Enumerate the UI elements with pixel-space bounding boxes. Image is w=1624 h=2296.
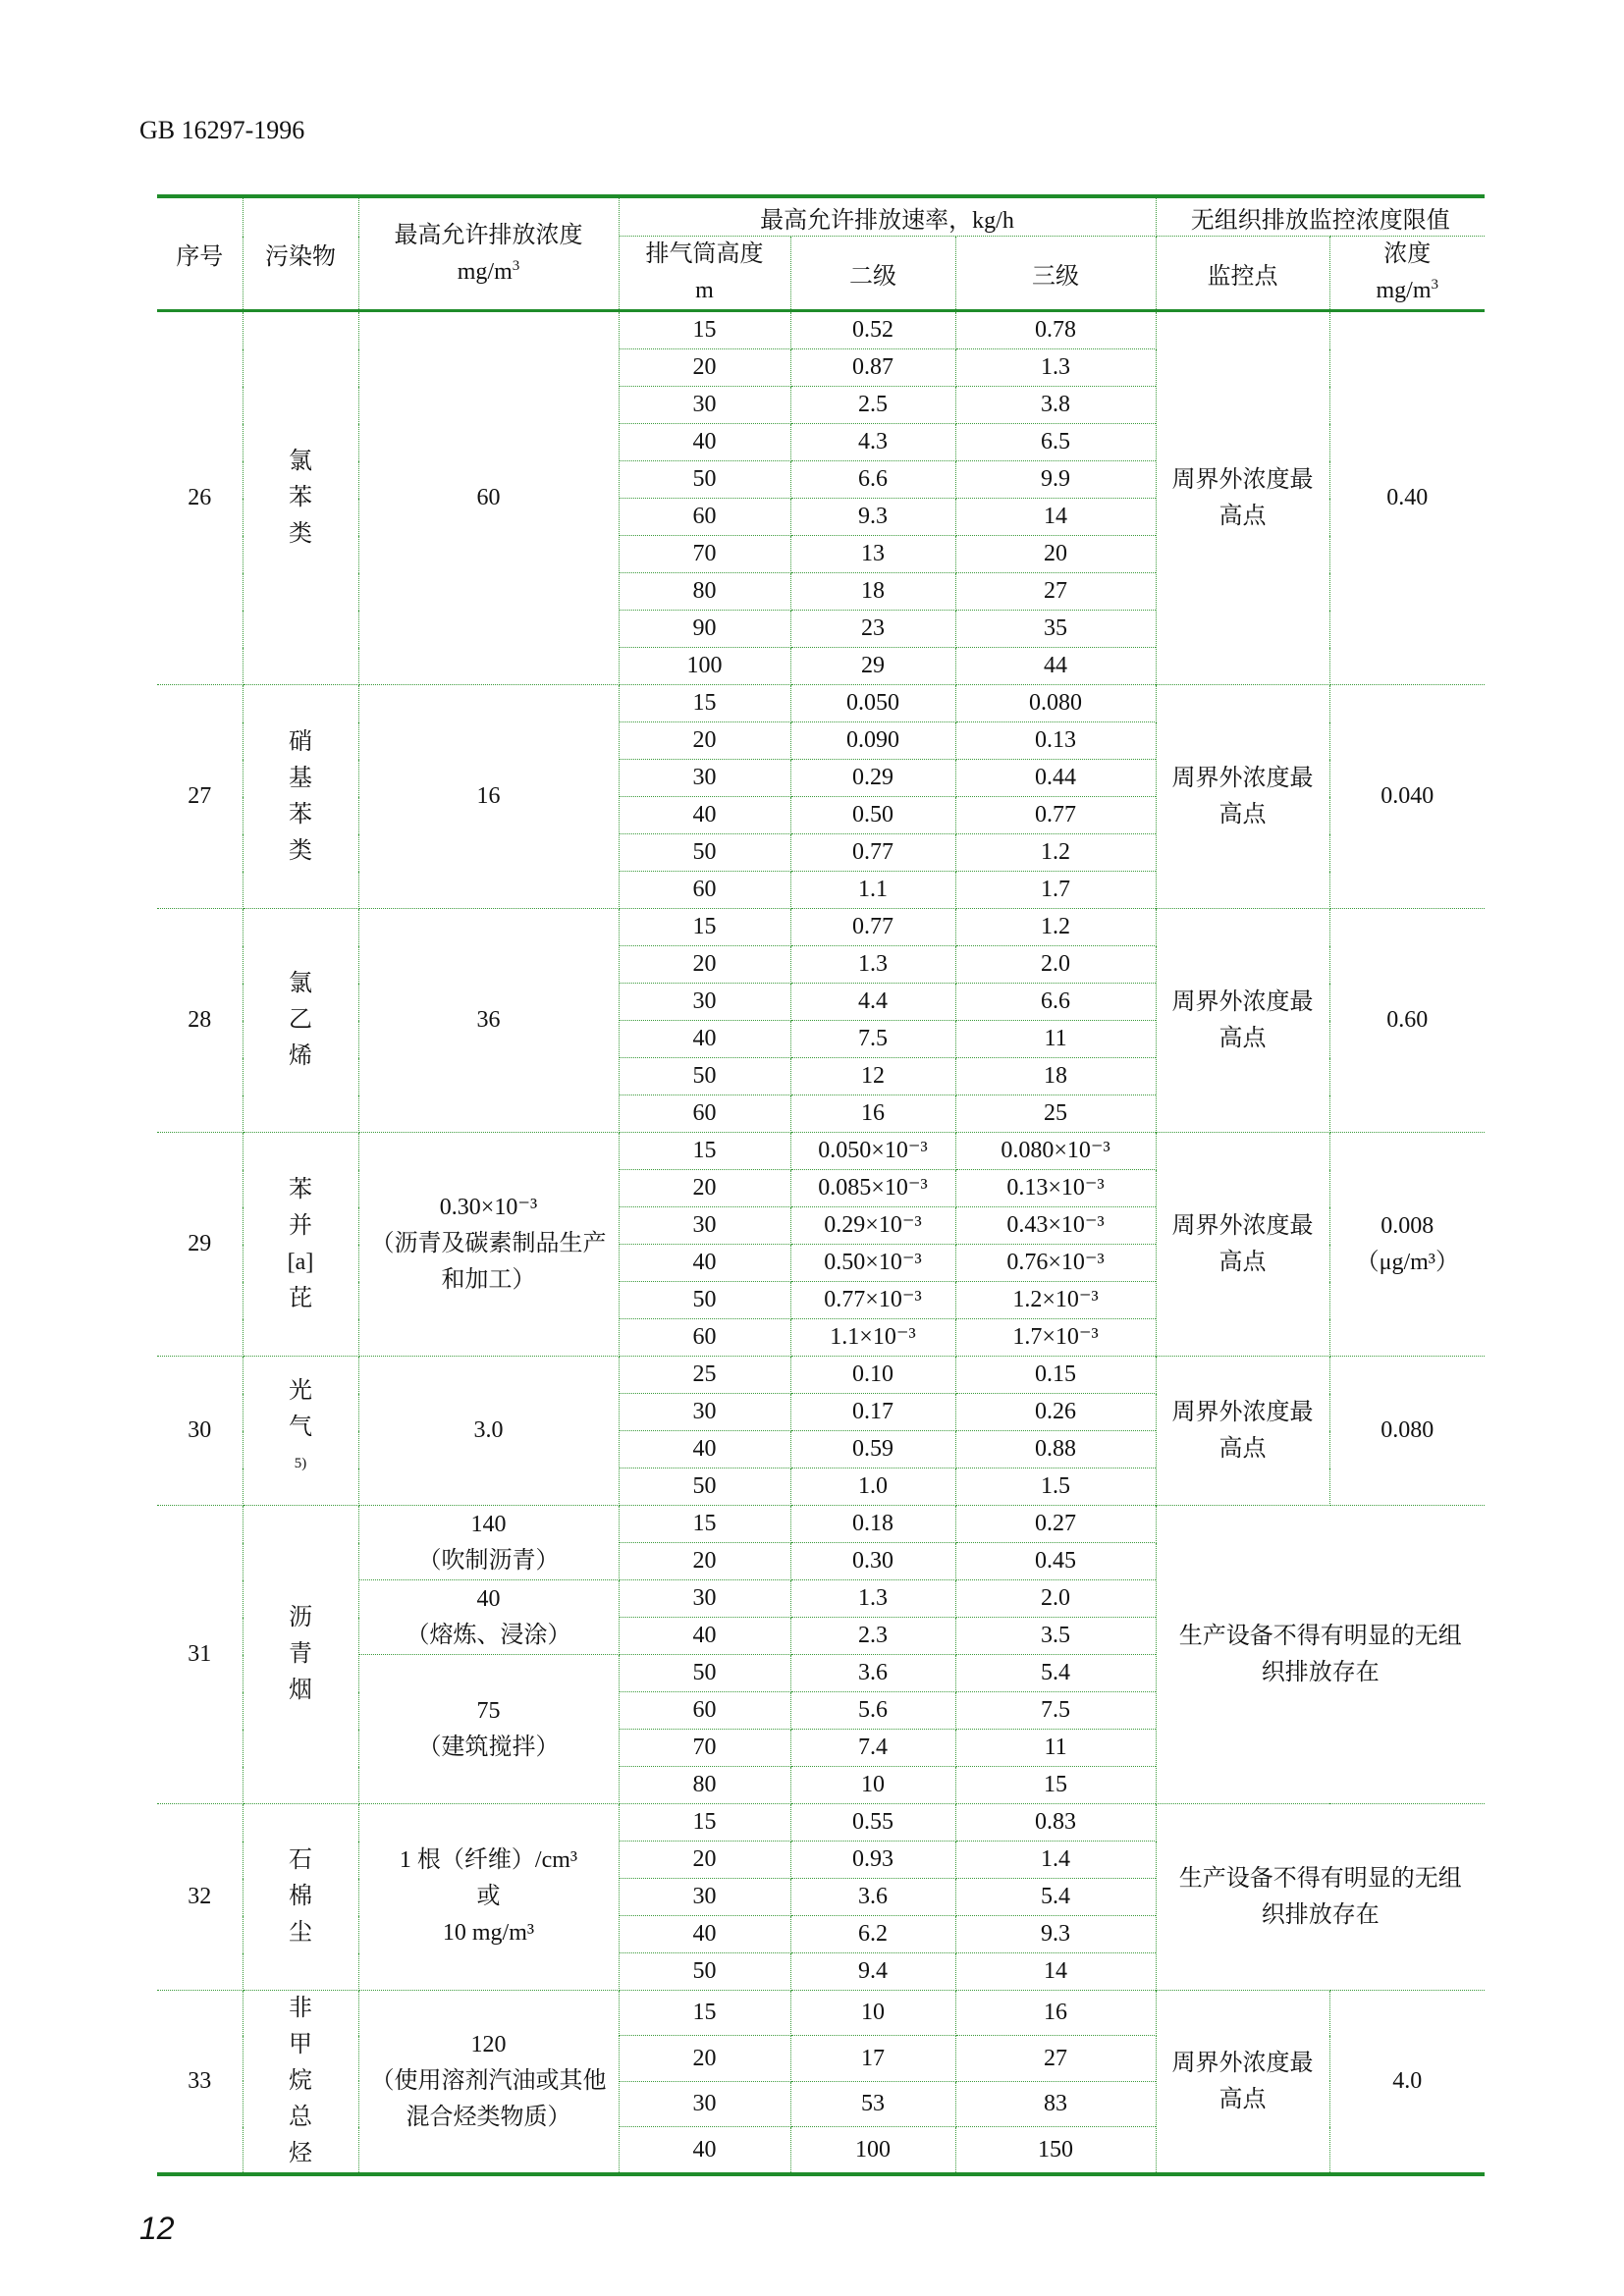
rate-grade2: 3.6	[790, 1655, 955, 1692]
stack-height: 40	[619, 2127, 790, 2174]
table-row	[157, 1133, 1485, 1170]
sub-max-concentration	[358, 1655, 619, 1804]
rate-grade3: 44	[955, 648, 1156, 685]
rate-grade3: 11	[955, 1021, 1156, 1058]
header-no: 序号	[157, 196, 243, 311]
rate-grade3: 18	[955, 1058, 1156, 1095]
stack-height: 60	[619, 1692, 790, 1730]
stack-height: 70	[619, 1730, 790, 1767]
cell-line: 0.30×10⁻³	[439, 1195, 538, 1220]
cell-line: 周界外浓度最	[1171, 466, 1314, 493]
stack-height: 25	[619, 1357, 790, 1394]
rate-grade3: 0.13	[955, 722, 1156, 760]
max-concentration	[358, 909, 619, 1133]
stack-height: 40	[619, 1021, 790, 1058]
pollutant-char: 气	[289, 1415, 312, 1440]
fugitive-limit	[1329, 1133, 1485, 1357]
pollutant-char: 苯	[288, 1176, 312, 1202]
cell-line: 高点	[1218, 801, 1267, 828]
cell-line: 或	[476, 1884, 501, 1909]
rate-grade2: 100	[790, 2127, 955, 2174]
pollutant-char: 烯	[289, 1043, 312, 1069]
stack-height: 40	[619, 1618, 790, 1655]
cell-line: 3.0	[473, 1417, 504, 1443]
cell-line: 高点	[1218, 2086, 1267, 2112]
stack-height: 80	[619, 1767, 790, 1804]
pollutant-name	[243, 1133, 358, 1357]
rate-grade2: 0.77	[790, 909, 955, 946]
pollutant-char: [a]	[287, 1249, 314, 1275]
rate-grade3: 5.4	[955, 1879, 1156, 1916]
rate-grade2: 7.5	[790, 1021, 955, 1058]
rate-grade2: 6.2	[790, 1916, 955, 1953]
cell-line: 0.040	[1380, 783, 1435, 809]
rate-grade2: 53	[790, 2081, 955, 2126]
rate-grade2: 0.18	[790, 1506, 955, 1543]
rate-grade3: 0.77	[955, 797, 1156, 834]
stack-height: 30	[619, 387, 790, 424]
rate-grade2: 2.5	[790, 387, 955, 424]
stack-height: 40	[619, 424, 790, 461]
stack-height: 15	[619, 1804, 790, 1842]
rate-grade2: 1.1	[790, 872, 955, 909]
rate-grade2: 7.4	[790, 1730, 955, 1767]
pollutant-char: 基	[289, 765, 312, 791]
stack-height: 40	[619, 1431, 790, 1468]
pollutant-char: 烟	[289, 1678, 312, 1703]
rate-grade2: 0.050	[790, 685, 955, 722]
stack-height: 15	[619, 1991, 790, 2036]
rate-grade2: 0.29	[790, 760, 955, 797]
rate-grade3: 1.7	[955, 872, 1156, 909]
rate-grade3: 1.2	[955, 834, 1156, 872]
stack-height: 50	[619, 461, 790, 499]
pollutant-char: 光	[289, 1378, 312, 1404]
stack-height: 60	[619, 1319, 790, 1357]
cell-line: 36	[476, 1007, 501, 1033]
stack-height: 20	[619, 1170, 790, 1207]
rate-grade3: 0.080	[955, 685, 1156, 722]
rate-grade3: 14	[955, 499, 1156, 536]
rate-grade2: 0.93	[790, 1842, 955, 1879]
cell-line: 织排放存在	[1261, 1659, 1380, 1685]
cell-line: 0.40	[1386, 485, 1429, 510]
header-monitor-point: 监控点	[1156, 237, 1329, 311]
stack-height: 50	[619, 1655, 790, 1692]
cell-line: （吹制沥青）	[417, 1547, 560, 1574]
rate-grade3: 6.5	[955, 424, 1156, 461]
monitoring-requirement	[1156, 1506, 1485, 1804]
cell-line: 周界外浓度最	[1171, 765, 1314, 791]
cell-line: 高点	[1218, 1025, 1267, 1051]
stack-height: 60	[619, 872, 790, 909]
header-fugitive-group: 无组织排放监控浓度限值	[1156, 196, 1485, 237]
rate-grade3: 35	[955, 611, 1156, 648]
stack-height: 20	[619, 349, 790, 387]
section-number: 30	[157, 1357, 243, 1506]
rate-grade3: 0.27	[955, 1506, 1156, 1543]
pollutant-char: 非	[289, 1996, 312, 2021]
page-number: 12	[139, 2211, 175, 2246]
stack-height: 15	[619, 311, 790, 349]
stack-height: 50	[619, 834, 790, 872]
max-concentration	[358, 685, 619, 909]
rate-grade3: 2.0	[955, 946, 1156, 984]
stack-height: 40	[619, 797, 790, 834]
rate-grade3: 1.2	[955, 909, 1156, 946]
stack-height: 50	[619, 1953, 790, 1991]
pollutant-name	[243, 909, 358, 1133]
table-row	[157, 1506, 1485, 1543]
monitor-point	[1156, 1357, 1329, 1506]
table-row	[157, 1991, 1485, 2036]
stack-height: 30	[619, 2081, 790, 2126]
cell-line: 周界外浓度最	[1171, 1212, 1314, 1239]
rate-grade3: 3.8	[955, 387, 1156, 424]
pollutant-char: 氯	[289, 971, 312, 996]
rate-grade3: 9.9	[955, 461, 1156, 499]
rate-grade2: 13	[790, 536, 955, 573]
stack-height: 20	[619, 946, 790, 984]
rate-grade3: 0.76×10⁻³	[955, 1245, 1156, 1282]
table-row	[157, 1804, 1485, 1842]
fugitive-limit	[1329, 909, 1485, 1133]
section-number: 29	[157, 1133, 243, 1357]
stack-height: 20	[619, 2036, 790, 2081]
rate-grade2: 4.4	[790, 984, 955, 1021]
max-concentration	[358, 311, 619, 685]
rate-grade2: 9.3	[790, 499, 955, 536]
stack-height: 80	[619, 573, 790, 611]
max-concentration	[358, 1804, 619, 1991]
rate-grade2: 0.30	[790, 1543, 955, 1580]
sub-max-concentration	[358, 1506, 619, 1580]
rate-grade3: 1.2×10⁻³	[955, 1282, 1156, 1319]
rate-grade2: 0.085×10⁻³	[790, 1170, 955, 1207]
rate-grade3: 27	[955, 573, 1156, 611]
document-code: GB 16297-1996	[139, 116, 305, 144]
rate-grade3: 20	[955, 536, 1156, 573]
header-pollutant: 污染物	[243, 196, 358, 311]
stack-height: 90	[619, 611, 790, 648]
cell-line: 高点	[1218, 503, 1267, 529]
rate-grade2: 0.090	[790, 722, 955, 760]
rate-grade2: 0.59	[790, 1431, 955, 1468]
rate-grade3: 0.44	[955, 760, 1156, 797]
rate-grade3: 3.5	[955, 1618, 1156, 1655]
cell-line: 60	[476, 485, 501, 510]
stack-height: 30	[619, 1394, 790, 1431]
pollutant-char: 尘	[289, 1920, 312, 1946]
pollutant-name	[243, 311, 358, 685]
table-row	[157, 311, 1485, 349]
rate-grade2: 1.3	[790, 946, 955, 984]
pollutant-char: 总	[289, 2105, 312, 2130]
rate-grade2: 16	[790, 1095, 955, 1133]
pollutant-char: 苯	[289, 801, 312, 828]
rate-grade3: 0.45	[955, 1543, 1156, 1580]
stack-height: 15	[619, 1133, 790, 1170]
monitor-point	[1156, 1133, 1329, 1357]
cell-line: （μg/m³）	[1355, 1249, 1459, 1275]
rate-grade2: 0.50×10⁻³	[790, 1245, 955, 1282]
cell-line: 周界外浓度最	[1171, 2050, 1314, 2076]
rate-grade2: 1.1×10⁻³	[790, 1319, 955, 1357]
rate-grade3: 0.080×10⁻³	[955, 1133, 1156, 1170]
pollutant-char: 乙	[289, 1007, 312, 1033]
cell-line: 0.60	[1386, 1007, 1429, 1033]
rate-grade2: 4.3	[790, 424, 955, 461]
stack-height: 40	[619, 1916, 790, 1953]
stack-height: 20	[619, 1543, 790, 1580]
rate-grade3: 1.4	[955, 1842, 1156, 1879]
max-concentration	[358, 1991, 619, 2175]
rate-grade3: 1.7×10⁻³	[955, 1319, 1156, 1357]
rate-grade2: 0.050×10⁻³	[790, 1133, 955, 1170]
emission-standards-table	[157, 194, 1485, 2176]
header-grade3: 三级	[955, 237, 1156, 311]
section-number: 32	[157, 1804, 243, 1991]
rate-grade2: 0.77×10⁻³	[790, 1282, 955, 1319]
stack-height: 30	[619, 760, 790, 797]
rate-grade2: 0.52	[790, 311, 955, 349]
section-number: 28	[157, 909, 243, 1133]
header-grade2: 二级	[790, 237, 955, 311]
rate-grade3: 0.26	[955, 1394, 1156, 1431]
fugitive-limit	[1329, 1991, 1485, 2175]
stack-height: 60	[619, 1095, 790, 1133]
rate-grade3: 16	[955, 1991, 1156, 2036]
header-concentration: 浓度 $mg/m^3$	[1329, 237, 1485, 311]
pollutant-char: 石	[289, 1847, 312, 1873]
stack-height: 100	[619, 648, 790, 685]
cell-line: 混合烃类物质）	[406, 2105, 571, 2130]
rate-grade3: 6.6	[955, 984, 1156, 1021]
pollutant-char: 烃	[289, 2141, 312, 2166]
stack-height: 40	[619, 1245, 790, 1282]
section-number: 26	[157, 311, 243, 685]
pollutant-name	[243, 1506, 358, 1804]
monitor-point	[1156, 1991, 1329, 2175]
monitor-point	[1156, 909, 1329, 1133]
rate-grade2: 18	[790, 573, 955, 611]
pollutant-char: 并	[288, 1212, 312, 1239]
stack-height: 15	[619, 909, 790, 946]
cell-line: 0.008	[1380, 1212, 1435, 1239]
stack-height: 20	[619, 1842, 790, 1879]
rate-grade3: 11	[955, 1730, 1156, 1767]
rate-grade2: 0.77	[790, 834, 955, 872]
rate-grade2: 29	[790, 648, 955, 685]
header-max-concentration: 最高允许排放浓度 $mg/m^3$	[358, 196, 619, 311]
cell-line: 140	[470, 1511, 507, 1537]
rate-grade2: 5.6	[790, 1692, 955, 1730]
rate-grade3: 27	[955, 2036, 1156, 2081]
sub-max-concentration	[358, 1580, 619, 1655]
pollutant-char: 棉	[289, 1884, 312, 1909]
cell-line: 16	[476, 783, 501, 809]
pollutant-name	[243, 685, 358, 909]
cell-line: （沥青及碳素制品生产	[370, 1231, 607, 1256]
pollutant-char: 烷	[289, 2068, 312, 2094]
stack-height: 15	[619, 685, 790, 722]
header-stack-height: 排气筒高度 m	[619, 237, 790, 311]
rate-grade3: 0.83	[955, 1804, 1156, 1842]
pollutant-char: 硝	[289, 728, 312, 755]
rate-grade2: 0.50	[790, 797, 955, 834]
monitor-point	[1156, 311, 1329, 685]
stack-height: 15	[619, 1506, 790, 1543]
cell-line: （使用溶剂汽油或其他	[370, 2068, 607, 2094]
cell-line: 0.080	[1380, 1417, 1435, 1443]
cell-line: 40	[476, 1585, 501, 1612]
fugitive-limit	[1329, 311, 1485, 685]
pollutant-char: 苯	[289, 485, 312, 510]
rate-grade3: 2.0	[955, 1580, 1156, 1618]
stack-height: 30	[619, 1207, 790, 1245]
monitor-point	[1156, 685, 1329, 909]
cell-line: 10 mg/m³	[442, 1920, 535, 1946]
monitoring-requirement	[1156, 1804, 1485, 1991]
cell-line: 周界外浓度最	[1171, 988, 1314, 1015]
rate-grade3: 150	[955, 2127, 1156, 2174]
rate-grade2: 3.6	[790, 1879, 955, 1916]
table-row	[157, 909, 1485, 946]
cell-line: 生产设备不得有明显的无组	[1178, 1623, 1462, 1649]
rate-grade2: 2.3	[790, 1618, 955, 1655]
stack-height: 60	[619, 499, 790, 536]
header-rate-group: 最高允许排放速率，kg/h	[619, 196, 1156, 237]
pollutant-char: 青	[289, 1641, 312, 1667]
cell-line: （建筑搅拌）	[417, 1734, 560, 1760]
section-number: 27	[157, 685, 243, 909]
rate-grade2: 10	[790, 1991, 955, 2036]
pollutant-name	[243, 1804, 358, 1991]
fugitive-limit	[1329, 1357, 1485, 1506]
rate-grade2: 0.10	[790, 1357, 955, 1394]
max-concentration	[358, 1357, 619, 1506]
pollutant-char: 类	[289, 521, 312, 547]
rate-grade2: 0.17	[790, 1394, 955, 1431]
pollutant-name	[243, 1991, 358, 2175]
rate-grade2: 6.6	[790, 461, 955, 499]
rate-grade2: 1.3	[790, 1580, 955, 1618]
pollutant-name	[243, 1357, 358, 1506]
rate-grade3: 14	[955, 1953, 1156, 1991]
rate-grade3: 0.43×10⁻³	[955, 1207, 1156, 1245]
rate-grade2: 9.4	[790, 1953, 955, 1991]
pollutant-char: 芘	[288, 1285, 312, 1311]
cell-line: 高点	[1218, 1249, 1267, 1275]
cell-line: 4.0	[1392, 2068, 1423, 2094]
stack-height: 30	[619, 1580, 790, 1618]
cell-line: 高点	[1218, 1435, 1267, 1462]
stack-height: 50	[619, 1058, 790, 1095]
rate-grade3: 5.4	[955, 1655, 1156, 1692]
cell-line: 周界外浓度最	[1171, 1399, 1314, 1425]
max-concentration	[358, 1133, 619, 1357]
cell-line: 和加工）	[441, 1267, 536, 1293]
fugitive-limit	[1329, 685, 1485, 909]
rate-grade3: 0.13×10⁻³	[955, 1170, 1156, 1207]
cell-line: 生产设备不得有明显的无组	[1178, 1865, 1462, 1892]
stack-height: 20	[619, 722, 790, 760]
rate-grade3: 83	[955, 2081, 1156, 2126]
table-row	[157, 685, 1485, 722]
stack-height: 70	[619, 536, 790, 573]
rate-grade3: 1.5	[955, 1468, 1156, 1506]
rate-grade2: 12	[790, 1058, 955, 1095]
cell-line: 1 根（纤维）/cm³	[399, 1847, 578, 1873]
rate-grade3: 0.15	[955, 1357, 1156, 1394]
rate-grade2: 17	[790, 2036, 955, 2081]
rate-grade2: 0.55	[790, 1804, 955, 1842]
rate-grade3: 0.88	[955, 1431, 1156, 1468]
rate-grade3: 15	[955, 1767, 1156, 1804]
pollutant-char: 氯	[289, 449, 312, 474]
rate-grade2: 23	[790, 611, 955, 648]
rate-grade2: 10	[790, 1767, 955, 1804]
footnote-marker: 5)	[294, 1456, 307, 1471]
pollutant-char: 类	[289, 837, 312, 864]
cell-line: 120	[470, 2032, 507, 2057]
stack-height: 30	[619, 984, 790, 1021]
rate-grade3: 0.78	[955, 311, 1156, 349]
table-body	[157, 311, 1485, 2175]
section-number: 33	[157, 1991, 243, 2175]
cell-line: 75	[476, 1697, 501, 1724]
rate-grade2: 1.0	[790, 1468, 955, 1506]
rate-grade3: 7.5	[955, 1692, 1156, 1730]
rate-grade2: 0.29×10⁻³	[790, 1207, 955, 1245]
table-row	[157, 1357, 1485, 1394]
rate-grade3: 25	[955, 1095, 1156, 1133]
stack-height: 30	[619, 1879, 790, 1916]
pollutant-char: 甲	[289, 2032, 312, 2057]
section-number: 31	[157, 1506, 243, 1804]
rate-grade2: 0.87	[790, 349, 955, 387]
pollutant-char: 沥	[289, 1605, 312, 1630]
stack-height: 50	[619, 1282, 790, 1319]
cell-line: 织排放存在	[1261, 1901, 1380, 1928]
cell-line: （熔炼、浸涂）	[406, 1622, 571, 1648]
rate-grade3: 1.3	[955, 349, 1156, 387]
rate-grade3: 9.3	[955, 1916, 1156, 1953]
stack-height: 50	[619, 1468, 790, 1506]
